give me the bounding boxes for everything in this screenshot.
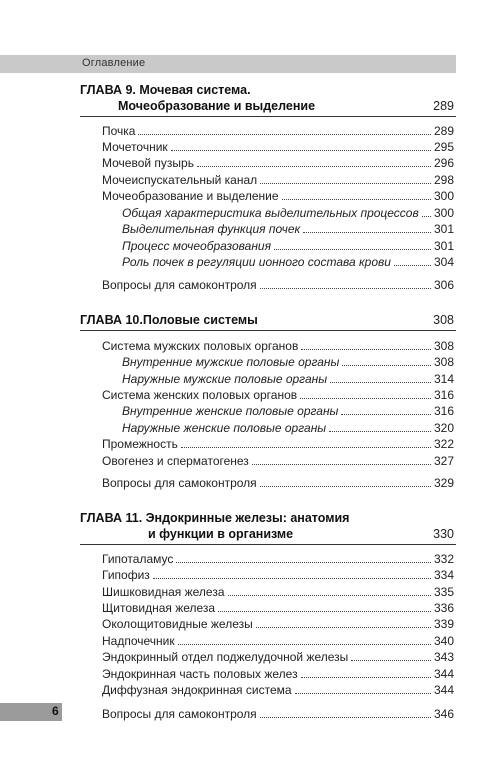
toc-subentry[interactable]: Наружные женские половые органы 320 [122,421,454,435]
chapter-page: 330 [433,527,454,541]
leader-dots [303,232,431,233]
toc-entry[interactable]: Вопросы для самоконтроля 346 [102,707,454,721]
header-bar [0,55,456,73]
leader-dots [181,447,431,448]
leader-dots [228,595,431,596]
toc-subentry[interactable]: Внутренние мужские половые органы 308 [122,355,454,369]
leader-dots [301,677,431,678]
toc-subentry[interactable]: Выделительная функция почек 301 [122,222,454,236]
leader-dots [274,249,431,250]
entry-page: 344 [433,667,454,681]
entry-page: 289 [433,124,454,138]
entry-page: 304 [433,255,454,269]
leader-dots [341,414,431,415]
leader-dots [260,717,431,718]
toc-entry[interactable]: Эндокринная часть половых желез 344 [102,667,454,681]
entry-page: 308 [433,339,454,353]
toc-entry[interactable]: Вопросы для самоконтроля 306 [102,278,454,292]
toc-subentry[interactable]: Внутренние женские половые органы 316 [122,404,454,418]
leader-dots [171,150,431,151]
toc-entry[interactable]: Система мужских половых органов 308 [102,339,454,353]
leader-dots [260,288,431,289]
chapter-title-line: ГЛАВА 11. Эндокринные железы: анатомия [80,511,350,525]
chapter-11-heading [80,511,456,545]
toc-subentry[interactable]: Наружные мужские половые органы 314 [122,372,454,386]
toc-entry[interactable]: Промежность 322 [102,437,454,451]
entry-page: 340 [433,634,454,648]
entry-page: 344 [433,683,454,697]
leader-dots [256,627,431,628]
toc-entry[interactable]: Овогенез и сперматогенез 327 [102,454,454,468]
toc-entry[interactable]: Мочеточник 295 [102,140,454,154]
toc-entry[interactable]: Мочеиспускательный канал 298 [102,173,454,187]
leader-dots [178,644,431,645]
leader-dots [260,183,431,184]
chapter-10-heading [80,313,456,331]
entry-page: 334 [433,568,454,582]
chapter-title-line: Мочеобразование и выделение [118,99,316,113]
chapter-title-line: ГЛАВА 10.Половые системы [80,313,258,327]
toc-subentry[interactable]: Общая характеристика выделительных процессов 300 [122,206,454,220]
leader-dots [342,365,431,366]
chapter-page: 308 [433,313,454,327]
toc-entry[interactable]: Околощитовидные железы 339 [102,617,454,631]
entry-page: 335 [433,585,454,599]
leader-dots [282,199,431,200]
toc-entry[interactable]: Щитовидная железа 336 [102,601,454,615]
entry-page: 332 [433,552,454,566]
toc-entry[interactable]: Гипоталамус 332 [102,552,454,566]
entry-page: 300 [433,189,454,203]
leader-dots [329,431,431,432]
page-number: 6 [52,704,59,718]
chapter-page: 289 [433,99,454,113]
toc-entry[interactable]: Гипофиз 334 [102,568,454,582]
entry-page: 336 [433,601,454,615]
toc-subentry[interactable]: Роль почек в регуляции ионного состава крови 304 [122,255,454,269]
entry-page: 346 [433,707,454,721]
entry-page: 308 [433,355,454,369]
toc-entry[interactable]: Вопросы для самоконтроля 329 [102,476,454,490]
leader-dots [330,382,431,383]
toc-entry[interactable]: Надпочечник 340 [102,634,454,648]
chapter-9-heading [80,83,456,117]
entry-page: 316 [433,388,454,402]
chapter-title-line: и функции в организме [148,527,294,541]
leader-dots [394,265,431,266]
chapter-title-line: ГЛАВА 9. Мочевая система. [80,83,251,97]
toc-subentry[interactable]: Процесс мочеобразования 301 [122,239,454,253]
leader-dots [252,464,431,465]
leader-dots [295,693,431,694]
leader-dots [300,398,431,399]
entry-page: 306 [433,278,454,292]
entry-page: 301 [433,222,454,236]
leader-dots [260,486,431,487]
leader-dots [176,562,431,563]
leader-dots [351,660,431,661]
leader-dots [218,611,431,612]
entry-page: 295 [433,140,454,154]
toc-entry[interactable]: Почка 289 [102,124,454,138]
entry-page: 327 [433,454,454,468]
leader-dots [422,216,431,217]
entry-page: 316 [433,404,454,418]
toc-entry[interactable]: Эндокринный отдел поджелудочной железы 343 [102,650,454,664]
toc-entry[interactable]: Диффузная эндокринная система 344 [102,683,454,697]
entry-page: 339 [433,617,454,631]
running-header: Оглавление [82,57,146,69]
entry-page: 343 [433,650,454,664]
entry-page: 296 [433,156,454,170]
entry-page: 322 [433,437,454,451]
leader-dots [197,166,431,167]
entry-page: 301 [433,239,454,253]
toc-entry[interactable]: Мочеобразование и выделение 300 [102,189,454,203]
leader-dots [153,578,431,579]
entry-page: 329 [433,476,454,490]
toc-entry[interactable]: Система женских половых органов 316 [102,388,454,402]
entry-page: 300 [433,206,454,220]
entry-page: 320 [433,421,454,435]
leader-dots [138,134,430,135]
leader-dots [301,349,431,350]
entry-page: 314 [433,372,454,386]
toc-entry[interactable]: Шишковидная железа 335 [102,585,454,599]
entry-page: 298 [433,173,454,187]
toc-entry[interactable]: Мочевой пузырь 296 [102,156,454,170]
